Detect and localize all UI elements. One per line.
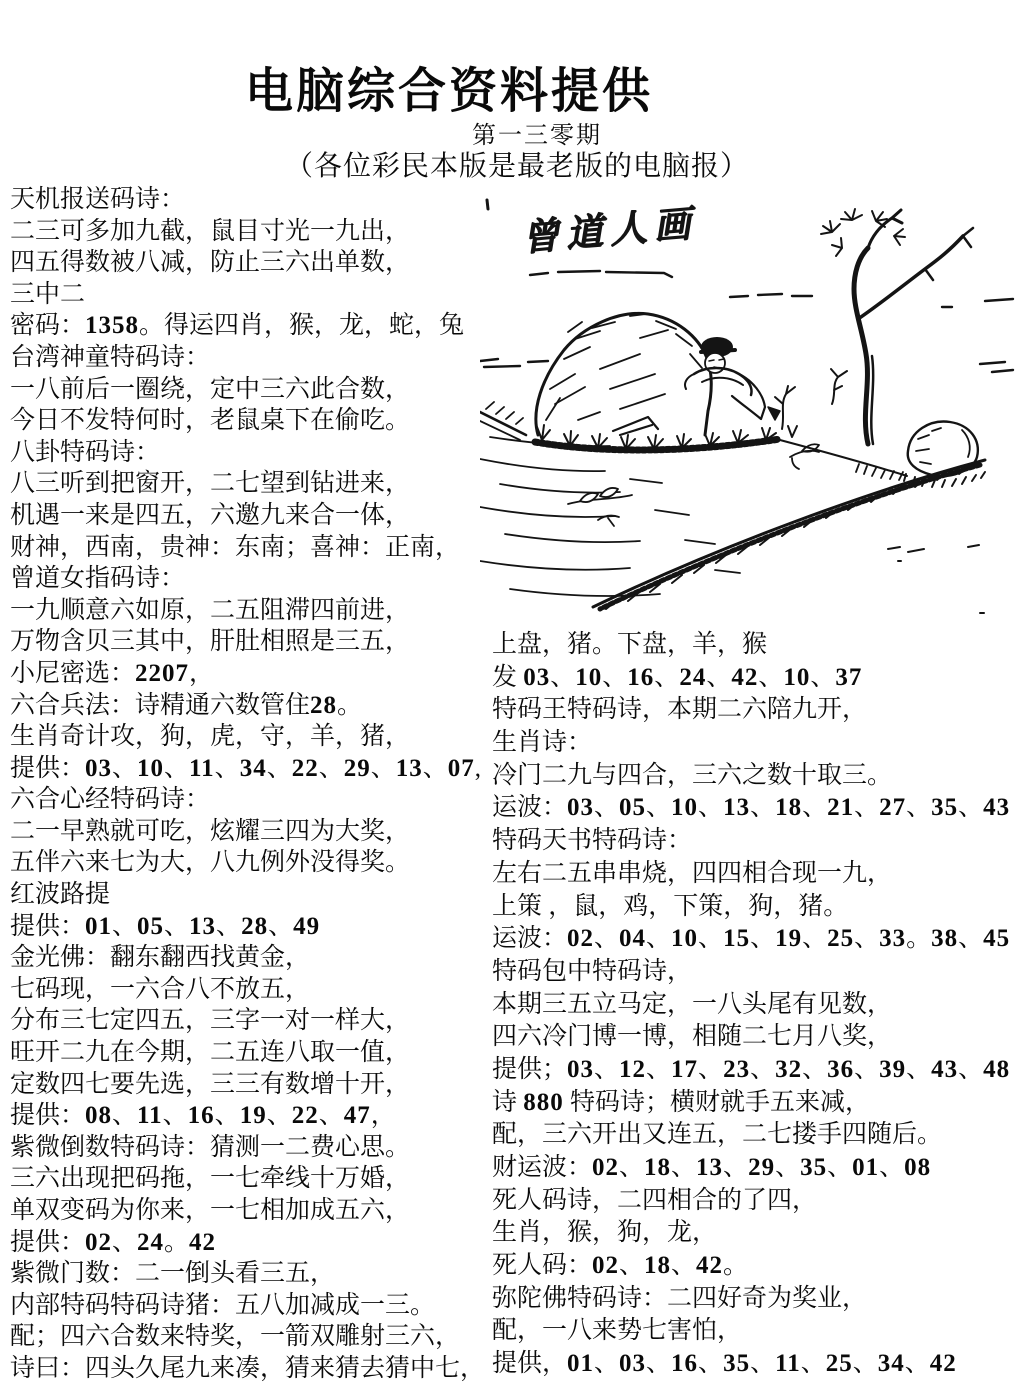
text-line: 生肖诗：	[492, 729, 593, 757]
illustration-signature: 曾道人画	[520, 201, 700, 260]
text-line: 一八前后一圈绕，定中三六此合数，	[10, 375, 411, 403]
text-line: 上盘，猪。下盘，羊，猴	[492, 631, 768, 658]
text-line: 密码：1358。得运四肖，猴，龙，蛇，兔	[10, 312, 465, 340]
text-line: 发 03、10、16、24、42、10、37	[492, 663, 863, 691]
text-line: 诗 880 特码诗；横财就手五来减，	[492, 1088, 871, 1116]
text-line: 六合兵法：诗精通六数管住28。	[10, 691, 363, 719]
text-line: 提供：08、11、16、19、22、47，	[10, 1102, 396, 1130]
text-line: 三六出现把码拖，一七牵线十万婚，	[10, 1165, 411, 1193]
text-line: 今日不发特何时，老鼠桌下在偷吃。	[10, 407, 411, 435]
text-line: 运波：02、04、10、15、19、25、33。38、45	[492, 925, 1011, 953]
leaf-sprig-icon	[568, 444, 819, 526]
right-text-column	[492, 629, 1020, 1381]
water-icon	[480, 437, 740, 596]
issue-period: 第一三零期	[472, 122, 602, 149]
text-line: 死人码诗，二四相合的了四，	[492, 1186, 818, 1214]
riverbank-illustration	[480, 188, 1018, 630]
text-line: 弥陀佛特码诗：二四好奇为奖业，	[492, 1284, 868, 1312]
text-line: 左右二五串串烧，四四相合现一九，	[492, 859, 893, 887]
text-line: 配；四六合数来特奖，一箭双雕射三六，	[10, 1323, 461, 1351]
text-line: 提供：01、05、13、28、49	[10, 912, 321, 940]
text-line: 天机报送码诗：	[10, 186, 186, 213]
text-line: 配，三六开出又连五，二七搂手四随后。	[492, 1121, 943, 1149]
text-line: 生肖，猴，狗，龙，	[492, 1219, 718, 1247]
text-line: 内部特码特码诗猪：五八加减成一三。	[10, 1291, 436, 1319]
text-line: 特码包中特码诗，	[492, 957, 693, 985]
text-line: 二三可多加九截，鼠目寸光一九出，	[10, 217, 411, 245]
text-line: 六合心经特码诗：	[10, 786, 211, 814]
text-line: 财神，西南，贵神：东南；喜神：正南，	[10, 533, 461, 561]
text-line: 曾道女指码诗：	[10, 565, 186, 593]
text-line: 三中二	[10, 280, 86, 308]
text-line: 七码现，一六合八不放五，	[10, 975, 311, 1003]
text-line: 四六冷门博一博，相随二七月八奖，	[492, 1023, 893, 1051]
text-line: 万物含贝三其中，肝肚相照是三五，	[10, 628, 411, 656]
text-line: 小尼密选：2207，	[10, 659, 215, 687]
text-line: 机遇一来是四五，六邀九来合一体，	[10, 501, 411, 529]
text-line: 一九顺意六如原，二五阻滞四前进，	[10, 596, 411, 624]
left-bank-icon	[480, 402, 526, 440]
text-line: 提供：03、10、11、34、22、29、13、07,	[10, 754, 481, 782]
left-text-column	[10, 184, 486, 1385]
text-line: 四五得数被八减，防止三六出单数，	[10, 249, 411, 277]
text-line: 提供：02、24。42	[10, 1228, 217, 1256]
text-line: 单双变码为你来，一七相加成五六，	[10, 1197, 411, 1224]
tree-icon	[821, 209, 973, 444]
text-line: 提供；03、12、17、23、32、36、39、43、48	[492, 1055, 1011, 1083]
edition-note: （各位彩民本版是最老版的电脑报）	[284, 150, 749, 181]
text-line: 金光佛：翻东翻西找黄金，	[10, 944, 311, 972]
text-line: 提供，01、03、16、35、11、25、34、42	[492, 1350, 957, 1378]
page-title: 电脑综合资料提供	[244, 65, 653, 118]
text-line: 特码天书特码诗：	[492, 827, 693, 855]
text-line: 死人码：02、18、42。	[492, 1252, 749, 1280]
text-line: 八卦特码诗：	[10, 438, 161, 466]
text-line: 生肖奇计攻，狗，虎，守，羊，猪，	[10, 723, 411, 751]
text-line: 财运波：02、18、13、29、35、01、08	[492, 1154, 932, 1181]
scatter-marks-icon	[888, 545, 984, 613]
text-line: 运波：03、05、10、13、18、21、27、35、43	[492, 794, 1011, 822]
text-line: 冷门二九与四合，三六之数十取三。	[492, 761, 893, 789]
text-line: 分布三七定四五，三字一对一样大，	[10, 1007, 411, 1035]
text-line: 旺开二九在今期，二五连八取一值，	[10, 1039, 411, 1067]
text-line: 紫微倒数特码诗：猜测一二费心思。	[10, 1133, 411, 1161]
text-line: 五伴六来七为大，八九例外没得奖。	[10, 849, 411, 877]
text-line: 台湾神童特码诗：	[10, 343, 211, 371]
text-line: 定数四七要先选，三三有数增十开，	[10, 1070, 411, 1098]
text-line: 紫微门数：二一倒头看三五，	[10, 1260, 336, 1288]
text-line: 上策 ，鼠，鸡，下策，狗，猪。	[492, 892, 849, 920]
text-line: 配，一八来势七害怕，	[492, 1317, 743, 1345]
text-line: 八三听到把窗开，二七望到钻进来，	[10, 470, 411, 498]
text-line: 本期三五立马定，一八头尾有见数，	[492, 990, 893, 1018]
text-line: 二一早熟就可吃，炫耀三四为大奖，	[10, 817, 411, 845]
rock-icon	[536, 313, 711, 435]
text-line: 特码王特码诗，本期二六陪九开，	[492, 696, 868, 724]
text-line: 红波路提	[10, 881, 111, 909]
text-line: 诗曰：四头久尾九来凑，猜来猜去猜中七，	[10, 1354, 486, 1382]
